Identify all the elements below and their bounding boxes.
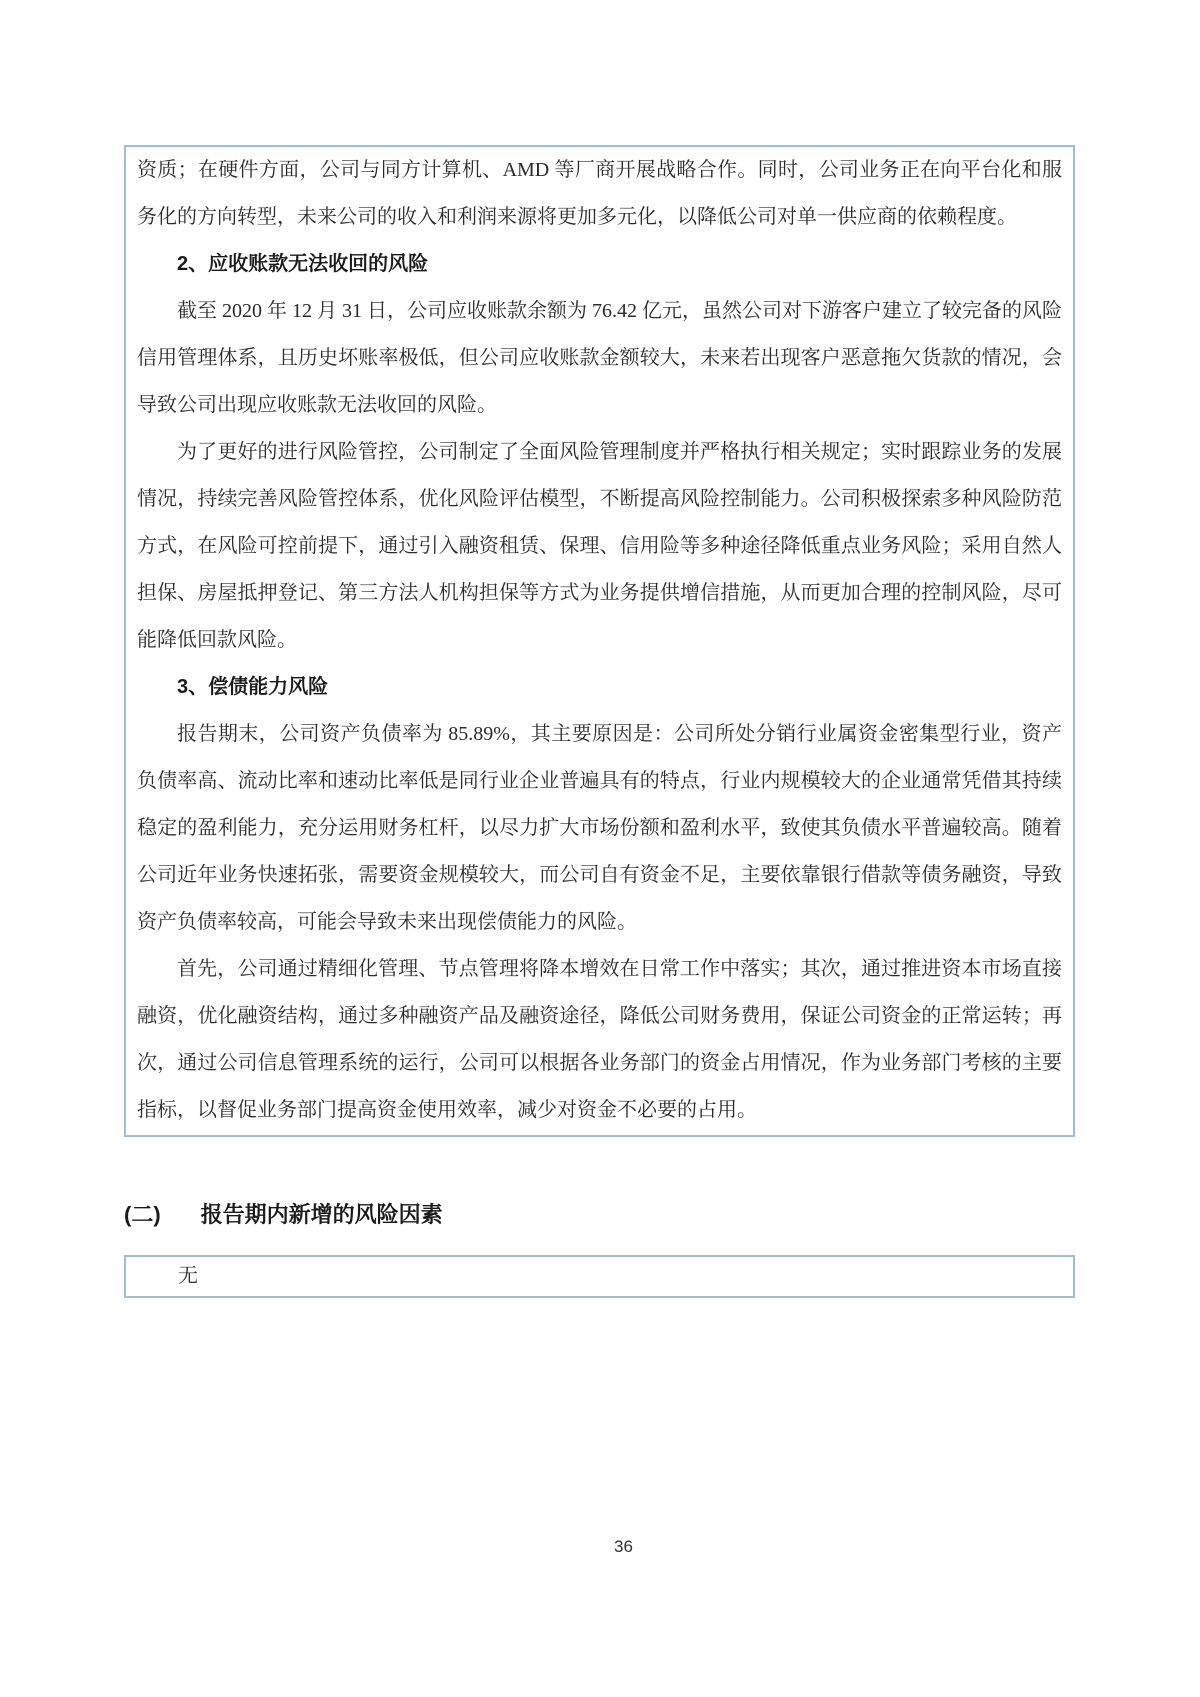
- risk-paragraph: 资质；在硬件方面，公司与同方计算机、AMD 等厂商开展战略合作。同时，公司业务正在向平台化和服务化的方向转型，未来公司的收入和利润来源将更加多元化，以降低公司对单一供应商的依赖程度。: [137, 159, 1062, 228]
- risk-subheading: 2、应收账款无法收回的风险: [177, 253, 429, 275]
- page-number: 36: [614, 1537, 633, 1556]
- risk-paragraph: 首先，公司通过精细化管理、节点管理将降本增效在日常工作中落实；其次，通过推进资本市场直接融资，优化融资结构，通过多种融资产品及融资途径，降低公司财务费用，保证公司资金的正常运转；再次，通过公司信息管理系统的运行，公司可以根据各业务部门的资金占用情况，作为业务部门考核的主要指标，以督促业务部门提高资金使用效率，减少对资金不必要的占用。: [137, 958, 1062, 1121]
- section-number: (二): [124, 1202, 161, 1227]
- risk-factors-text-box: [124, 145, 1075, 1137]
- risk-paragraph: 为了更好的进行风险管控，公司制定了全面风险管理制度并严格执行相关规定；实时跟踪业务的发展情况，持续完善风险管控体系，优化风险评估模型，不断提高风险控制能力。公司积极探索多种风险防范方式，在风险可控前提下，通过引入融资租赁、保理、信用险等多种途径降低重点业务风险；采用自然人担保、房屋抵押登记、第三方法人机构担保等方式为业务提供增信措施，从而更加合理的控制风险，尽可能降低回款风险。: [137, 441, 1062, 651]
- section-title: 报告期内新增的风险因素: [200, 1202, 443, 1227]
- risk-subheading: 3、偿债能力风险: [177, 676, 329, 698]
- risk-paragraph: 截至 2020 年 12 月 31 日，公司应收账款余额为 76.42 亿元，虽然公司对下游客户建立了较完备的风险信用管理体系，且历史坏账率极低，但公司应收账款金额较大，未来若出现客户恶意拖欠货款的情况，会导致公司出现应收账款无法收回的风险。: [137, 300, 1062, 416]
- risk-paragraph: 报告期末，公司资产负债率为 85.89%，其主要原因是：公司所处分销行业属资金密集型行业，资产负债率高、流动比率和速动比率低是同行业企业普遍具有的特点，行业内规模较大的企业通常凭借其持续稳定的盈利能力，充分运用财务杠杆，以尽力扩大市场份额和盈利水平，致使其负债水平普遍较高。随着公司近年业务快速拓张，需要资金规模较大，而公司自有资金不足，主要依靠银行借款等债务融资，导致资产负债率较高，可能会导致未来出现偿债能力的风险。: [137, 723, 1062, 933]
- new-risks-content-box: [124, 1255, 1075, 1298]
- section-heading-new-risks: [124, 1198, 1075, 1232]
- none-text: 无: [178, 1265, 198, 1287]
